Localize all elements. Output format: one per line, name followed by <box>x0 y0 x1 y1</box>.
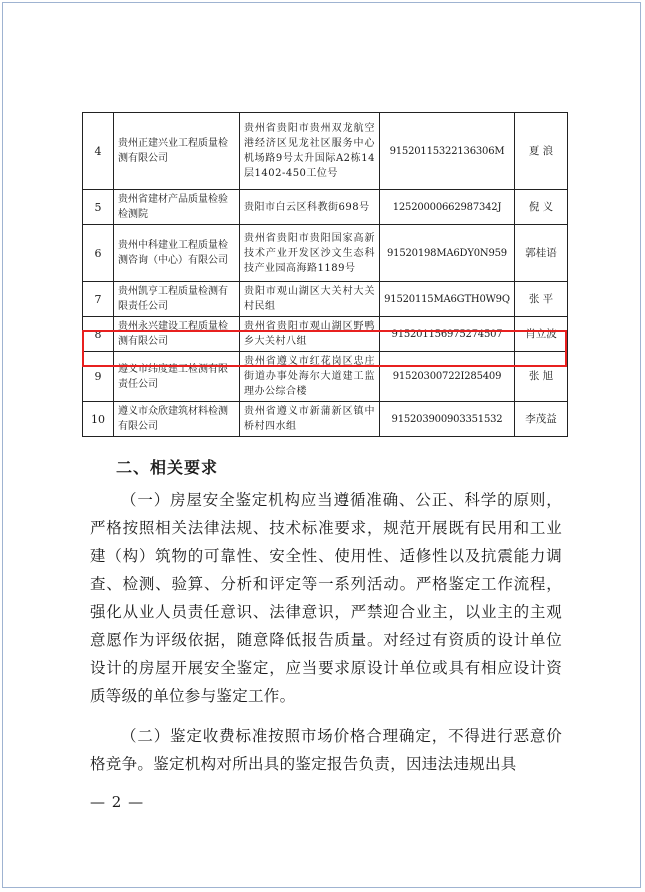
row-number: 7 <box>83 282 114 317</box>
table-row <box>83 282 568 317</box>
org-name: 遵义市众欣建筑材料检测有限公司 <box>114 402 240 437</box>
org-address: 贵阳市白云区科教街698号 <box>240 190 380 225</box>
credit-code: 915201156975274507 <box>380 317 515 352</box>
row-number: 10 <box>83 402 114 437</box>
org-address: 贵州省遵义市红花岗区忠庄街道办事处海尔大道建工监理办公综合楼 <box>240 352 380 402</box>
credit-code: 91520300722I285409 <box>380 352 515 402</box>
legal-person: 郭桂语 <box>515 225 568 282</box>
org-name: 贵州永兴建设工程质量检测有限公司 <box>114 317 240 352</box>
paragraph-1: （一）房屋安全鉴定机构应当遵循准确、公正、科学的原则，严格按照相关法律法规、技术标准要求，规范开展既有民用和工业建（构）筑物的可靠性、安全性、使用性、适修性以及抗震能力调查、检测、验算、分析和评定等一系列活动。严格鉴定工作流程，强化从业人员责任意识、法律意识，严禁迎合业主，以业主的主观意愿作为评级依据，随意降低报告质量。对经过有资质的设计单位设计的房屋开展安全鉴定，应当要求原设计单位或具有相应设计资质等级的单位参与鉴定工作。 <box>90 491 562 705</box>
paragraph-2: （二）鉴定收费标准按照市场价格合理确定，不得进行恶意价格竞争。鉴定机构对所出具的鉴定报告负责，因违法违规出具 <box>90 727 562 773</box>
table-row <box>83 352 568 402</box>
legal-person: 李茂益 <box>515 402 568 437</box>
row-number: 5 <box>83 190 114 225</box>
org-address: 贵州省遵义市新蒲新区镇中桥村四水组 <box>240 402 380 437</box>
org-name: 遵义市纬度建工检测有限责任公司 <box>114 352 240 402</box>
page-number: — 2 — <box>90 793 145 811</box>
row-number: 9 <box>83 352 114 402</box>
credit-code: 915203900903351532 <box>380 402 515 437</box>
org-address: 贵州省贵阳市贵阳国家高新技术产业开发区沙文生态科技产业园高海路1189号 <box>240 225 380 282</box>
section-heading: 二、相关要求 <box>116 458 219 477</box>
table-row <box>83 225 568 282</box>
org-address: 贵州省贵阳市观山湖区野鸭乡大关村八组 <box>240 317 380 352</box>
row-number: 4 <box>83 113 114 190</box>
org-name: 贵州省建材产品质量检验检测院 <box>114 190 240 225</box>
row-number: 6 <box>83 225 114 282</box>
org-name: 贵州中科建业工程质量检测咨询（中心）有限公司 <box>114 225 240 282</box>
table-row <box>83 113 568 190</box>
legal-person: 夏 浪 <box>515 113 568 190</box>
credit-code: 91520115322136306M <box>380 113 515 190</box>
table-row <box>83 190 568 225</box>
legal-person: 倪 义 <box>515 190 568 225</box>
org-name: 贵州凯亨工程质量检测有限责任公司 <box>114 282 240 317</box>
org-name: 贵州正建兴业工程质量检测有限公司 <box>114 113 240 190</box>
organization-table <box>82 112 568 437</box>
table-row-highlighted <box>83 317 568 352</box>
row-number: 8 <box>83 317 114 352</box>
legal-person: 肖立波 <box>515 317 568 352</box>
credit-code: 12520000662987342J <box>380 190 515 225</box>
legal-person: 张 平 <box>515 282 568 317</box>
legal-person: 张 旭 <box>515 352 568 402</box>
table-row <box>83 402 568 437</box>
credit-code: 91520198MA6DY0N959 <box>380 225 515 282</box>
org-address: 贵阳市观山湖区大关村大关村民组 <box>240 282 380 317</box>
credit-code: 91520115MA6GTH0W9Q <box>380 282 515 317</box>
org-address: 贵州省贵阳市贵州双龙航空港经济区见龙社区服务中心机场路9号太升国际A2栋14层1402-450工位号 <box>240 113 380 190</box>
